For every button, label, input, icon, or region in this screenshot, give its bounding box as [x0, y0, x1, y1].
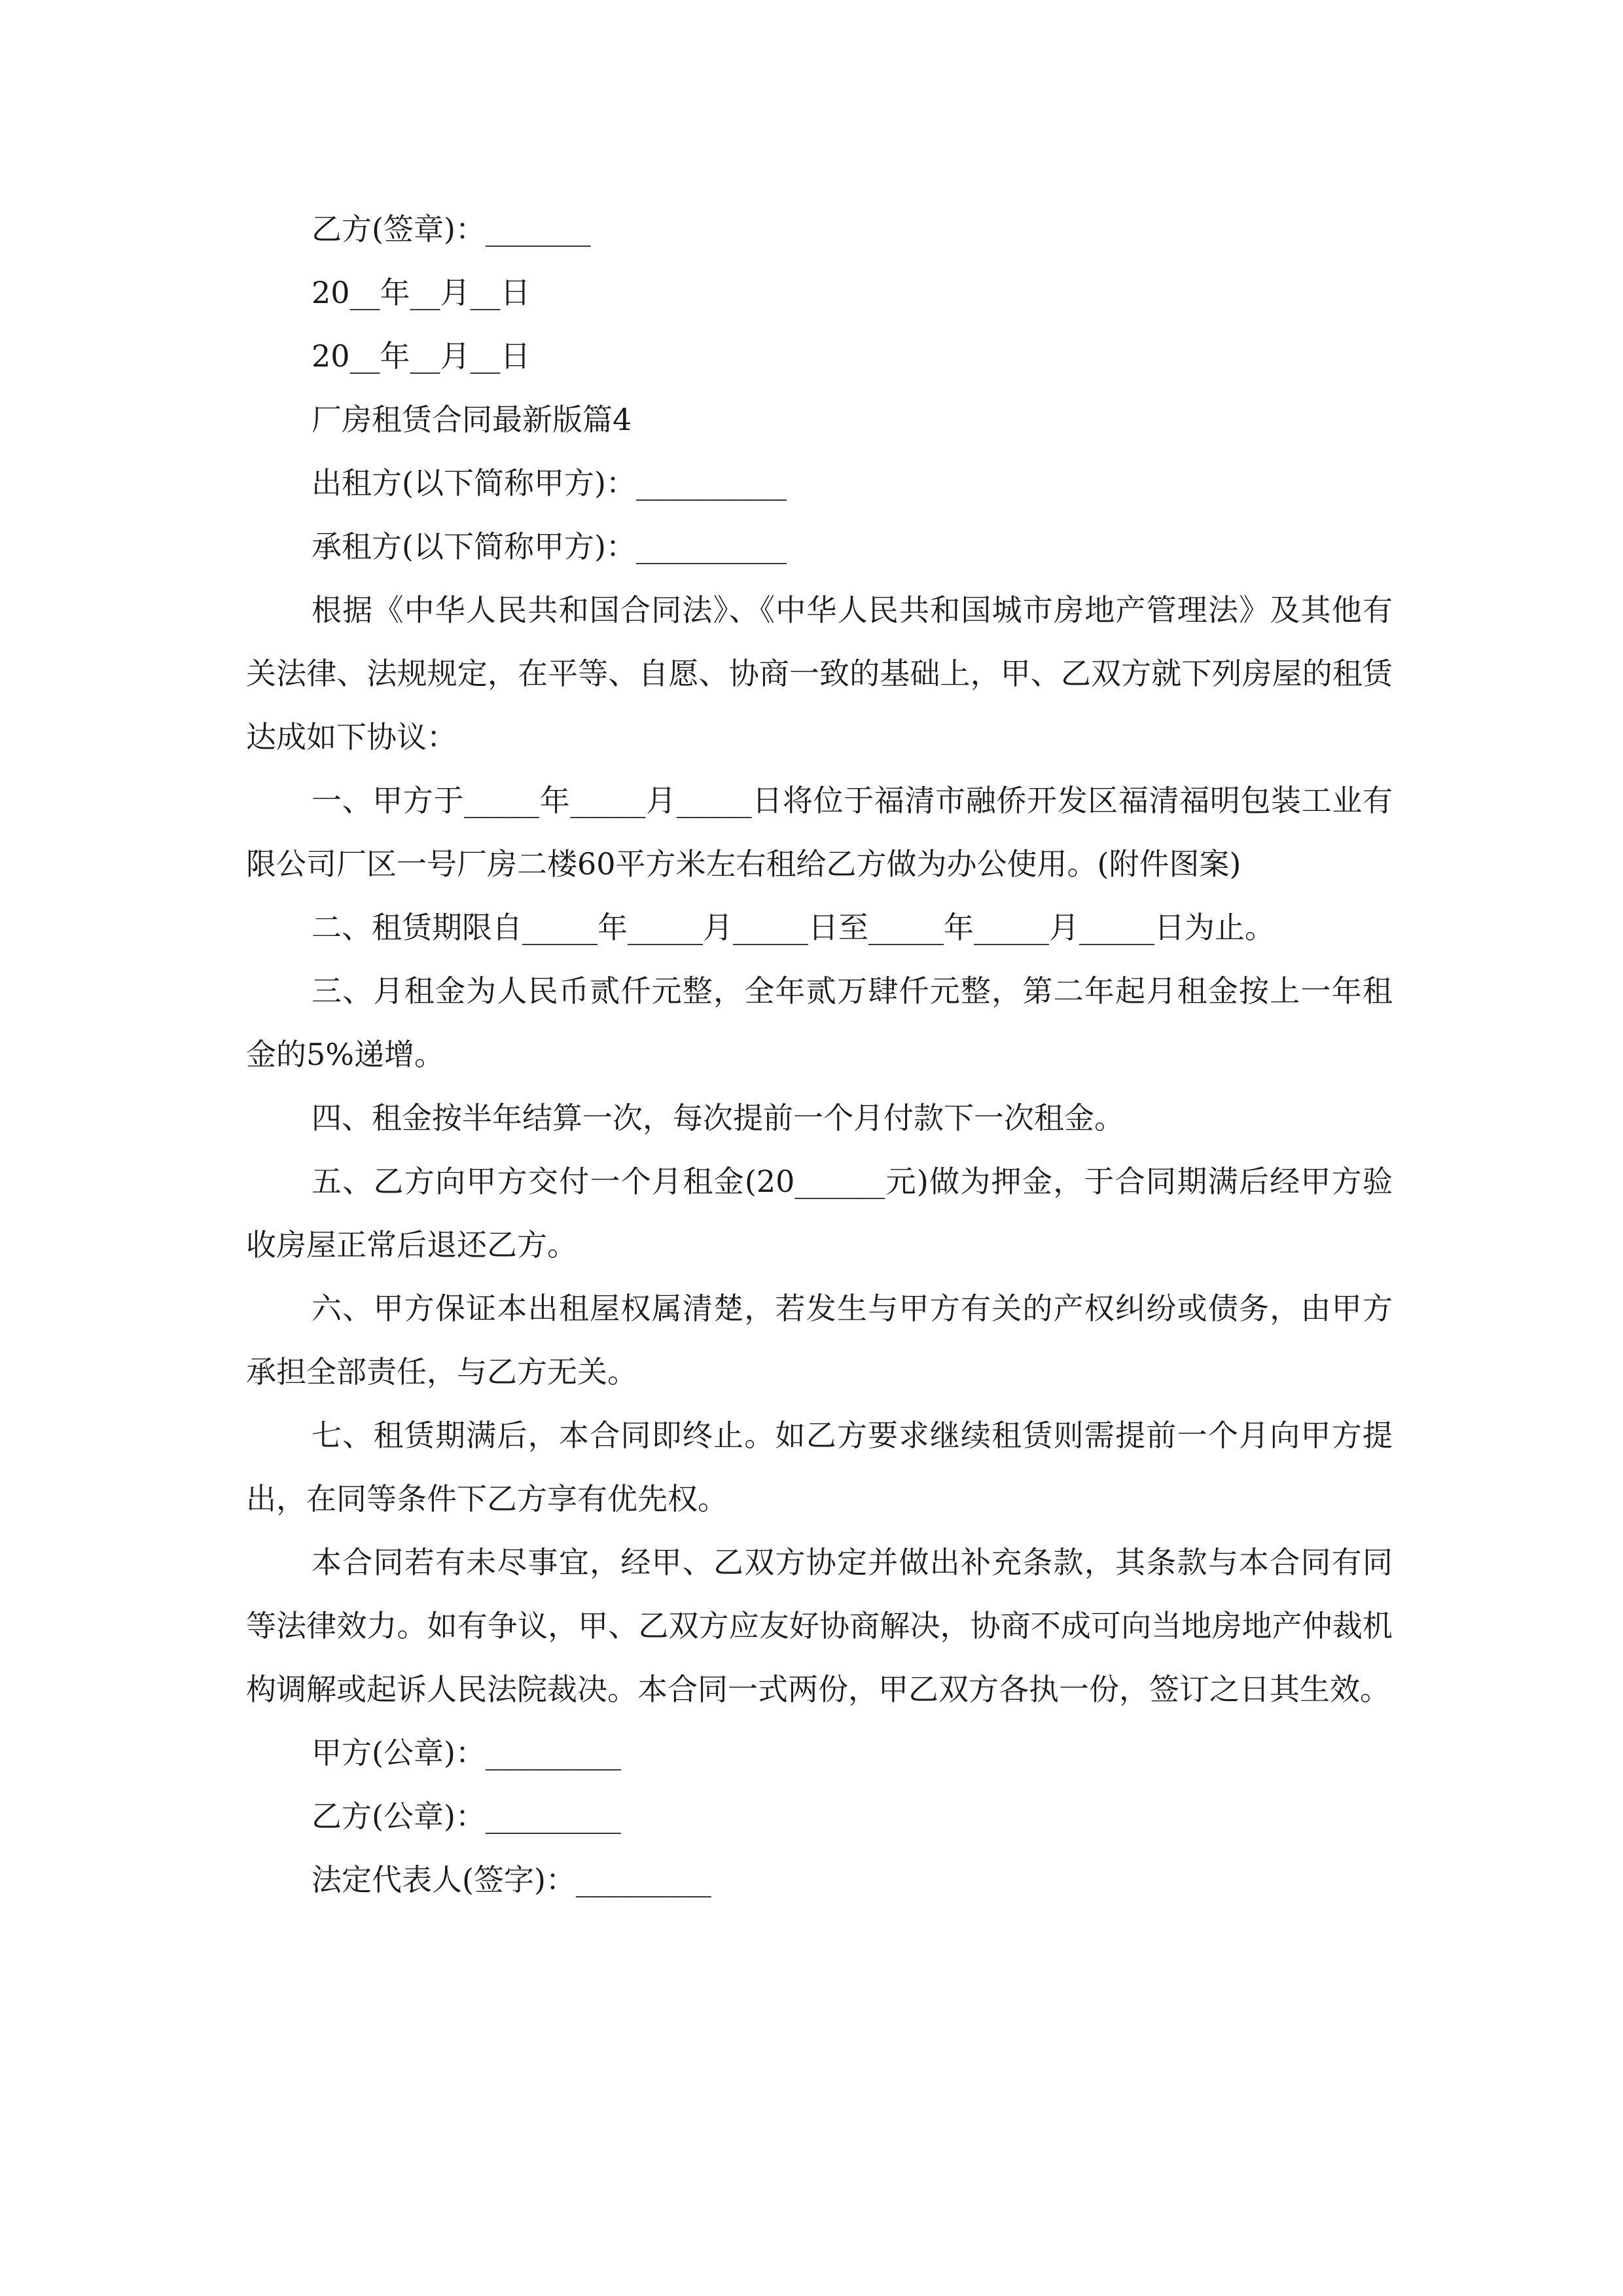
clause-2-paragraph: 二、租赁期限自_____年_____月_____日至_____年_____月_____日为止。 [312, 910, 1275, 945]
clause-1-paragraph: 一、甲方于_____年_____月_____日将位于福清市融侨开发区福清福明包装工业有限公司厂区一号厂房二楼60平方米左右租给乙方做为办公使用。(附件图案) [246, 783, 1393, 882]
section-title: 厂房租赁合同最新版篇4 [312, 402, 632, 437]
party-b-seal-line: 乙方(公章)：_________ [312, 1799, 621, 1834]
document-body [246, 198, 1393, 1912]
clause-5-paragraph: 五、乙方向甲方交付一个月租金(20______元)做为押金，于合同期满后经甲方验收房屋正常后退还乙方。 [246, 1164, 1393, 1263]
legal-representative-line: 法定代表人(签字)：_________ [312, 1862, 711, 1897]
clause-7-paragraph: 七、租赁期满后，本合同即终止。如乙方要求继续租赁则需提前一个月向甲方提出，在同等条件下乙方享有优先权。 [246, 1418, 1393, 1516]
preamble-paragraph: 根据《中华人民共和国合同法》、《中华人民共和国城市房地产管理法》及其他有关法律、法规规定，在平等、自愿、协商一致的基础上，甲、乙双方就下列房屋的租赁达成如下协议： [246, 592, 1393, 755]
clause-6-paragraph: 六、甲方保证本出租屋权属清楚，若发生与甲方有关的产权纠纷或债务，由甲方承担全部责任，与乙方无关。 [246, 1291, 1393, 1390]
lessor-line: 出租方(以下简称甲方)：__________ [312, 465, 787, 501]
date-line: 20__年__月__日 [312, 338, 531, 374]
closing-paragraph: 本合同若有未尽事宜，经甲、乙双方协定并做出补充条款，其条款与本合同有同等法律效力。如有争议，甲、乙双方应友好协商解决，协商不成可向当地房地产仲裁机构调解或起诉人民法院裁决。本合同一式两份，甲乙双方各执一份，签订之日其生效。 [246, 1545, 1393, 1707]
date-line: 20__年__月__日 [312, 275, 531, 310]
clause-3-paragraph: 三、月租金为人民币贰仟元整，全年贰万肆仟元整，第二年起月租金按上一年租金的5%递增。 [246, 973, 1393, 1072]
clause-4-paragraph: 四、租金按半年结算一次，每次提前一个月付款下一次租金。 [312, 1100, 1124, 1136]
lessee-line: 承租方(以下简称甲方)：__________ [312, 529, 787, 564]
party-b-seal-line: 乙方(签章)：_______ [312, 211, 591, 247]
party-a-seal-line: 甲方(公章)：_________ [312, 1735, 621, 1770]
